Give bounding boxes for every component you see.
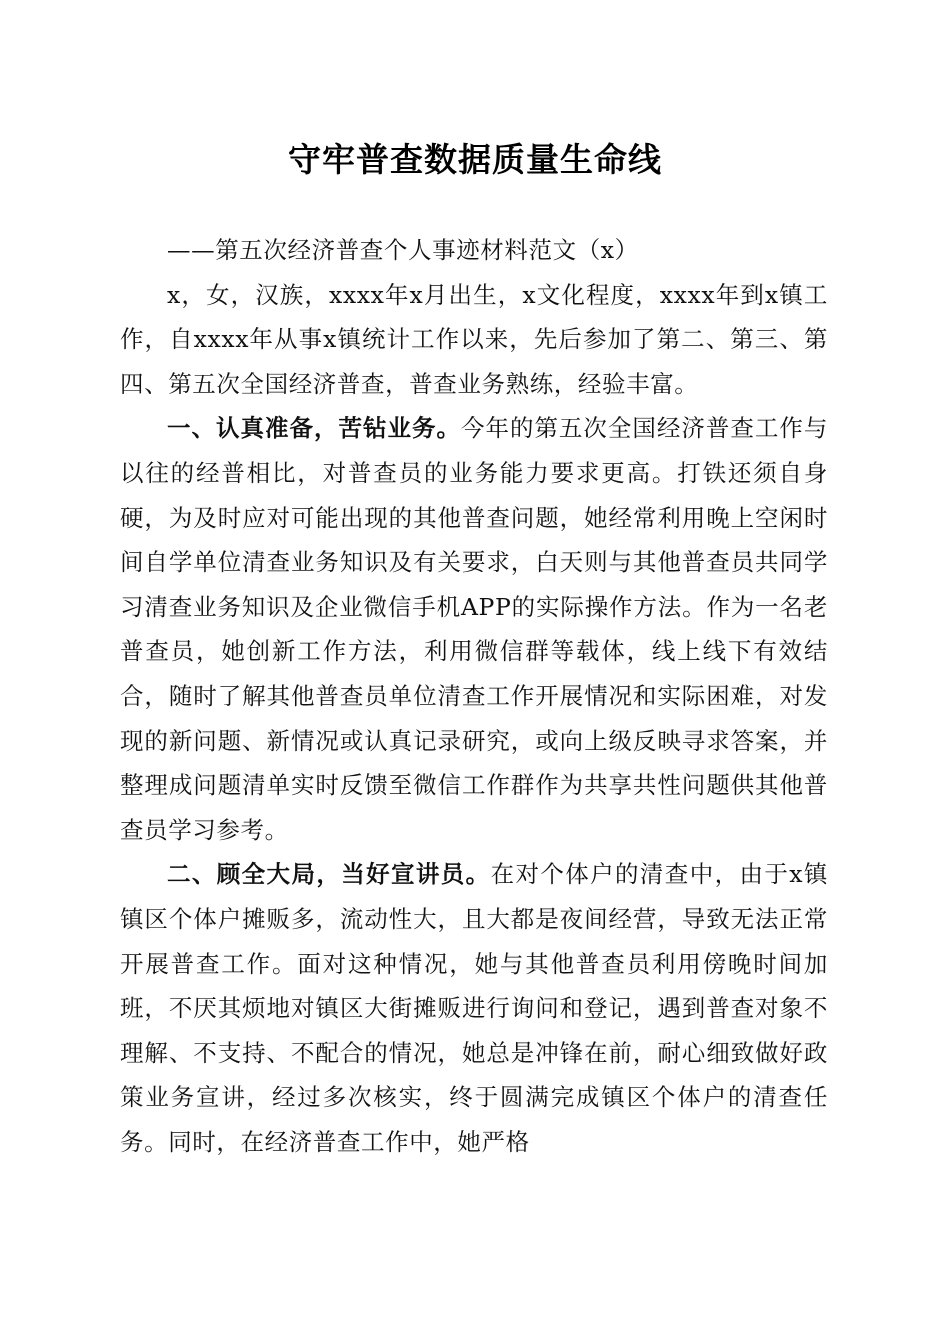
section-2-text: 在对个体户的清查中，由于x镇镇区个体户摊贩多，流动性大，且大都是夜间经营，导致无法正常开展普查工作。面对这种情况，她与其他普查员利用傍晚时间加班，不厌其烦地对镇区大街摊贩进行询问和登记，遇到普查对象不理解、不支持、不配合的情况，她总是冲锋在前，耐心细致做好政策业务宣讲，经过多次核实，终于圆满完成镇区个体户的清查任务。同时，在经济普查工作中，她严格	[120, 860, 828, 1156]
document-title: 守牢普查数据质量生命线	[288, 140, 662, 179]
section-1-paragraph	[120, 406, 828, 852]
document-subtitle: ——第五次经济普查个人事迹材料范文（x）	[167, 236, 639, 264]
section-2-paragraph	[120, 852, 828, 1164]
document-body	[120, 228, 828, 1164]
section-1-text: 今年的第五次全国经济普查工作与以往的经普相比，对普查员的业务能力要求更高。打铁还须自身硬，为及时应对可能出现的其他普查问题，她经常利用晚上空闲时间自学单位清查业务知识及有关要求，白天则与其他普查员共同学习清查业务知识及企业微信手机APP的实际操作方法。作为一名老普查员，她创新工作方法，利用微信群等载体，线上线下有效结合，随时了解其他普查员单位清查工作开展情况和实际困难，对发现的新问题、新情况或认真记录研究，或向上级反映寻求答案，并整理成问题清单实时反馈至微信工作群作为共享共性问题供其他普查员学习参考。	[120, 414, 828, 844]
intro-paragraph: x，女，汉族，xxxx年x月出生，x文化程度，xxxx年到x镇工作，自xxxx年从事x镇统计工作以来，先后参加了第二、第三、第四、第五次全国经济普查，普查业务熟练，经验丰富。	[120, 280, 828, 398]
section-2-heading: 二、顾全大局，当好宣讲员。	[167, 860, 491, 889]
section-1-heading: 一、认真准备，苦钻业务。	[167, 414, 461, 443]
